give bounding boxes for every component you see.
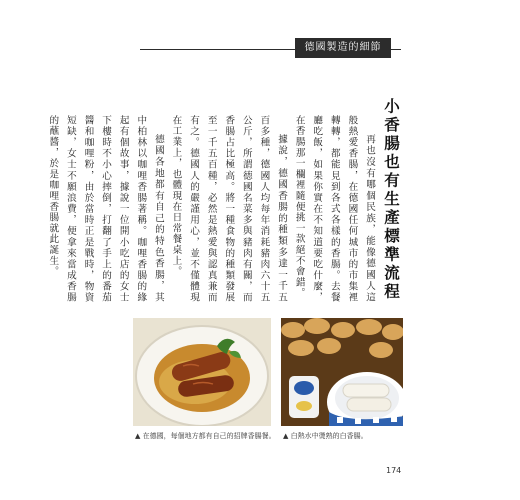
- photo-caption-left: ▲ 在德國，每個地方都有自己的招牌香腸餐。: [135, 432, 276, 440]
- paragraph-2: 據說，德國香腸的種類多達一千五百多種，德國人均每年消耗豬肉六十五公斤，所謂德國名菜多與豬肉有關，而香腸占比極高。將一種食物的種類發展至一千五百種，必然是熱愛與認真兼而有之。德國人的嚴謹用心，並不僅體現在工業上，也體現在日常餐桌上。: [170, 115, 288, 303]
- header-rule-left: [140, 49, 295, 50]
- sausage-plate-photo: [133, 318, 271, 426]
- paragraph-3: 德國各地都有自己的特色香腸，其中柏林以咖哩香腸著稱。咖哩香腸的緣起有個故事，據說一位開小吃店的女士下樓時不小心摔倒，打翻了手上的番茄醬和咖哩粉，由於當時正是戰時，物資短缺，女士不願浪費，便拿來當成香腸的蘸醬，於是咖哩香腸就此誕生。: [47, 115, 164, 303]
- page-number: 174: [386, 466, 402, 475]
- article-body: [47, 115, 378, 303]
- photo-caption-right: ▲ 白熱水中燙熟的白香腸。: [283, 432, 368, 440]
- paragraph-1: 再也沒有哪個民族，能像德國人這般熱愛香腸，在德國任何城市的市集裡轉轉，都能見到各式各樣的香腸。去餐廳吃飯，如果你實在不知道要吃什麼，在香腸那一欄裡隨便挑一款絕不會錯。: [293, 115, 375, 303]
- article-title: 小香腸也有生產標準流程: [382, 98, 400, 302]
- header-rule-right: [391, 49, 401, 50]
- section-header: 德國製造的細節: [295, 38, 391, 58]
- white-sausage-photo: [281, 318, 403, 426]
